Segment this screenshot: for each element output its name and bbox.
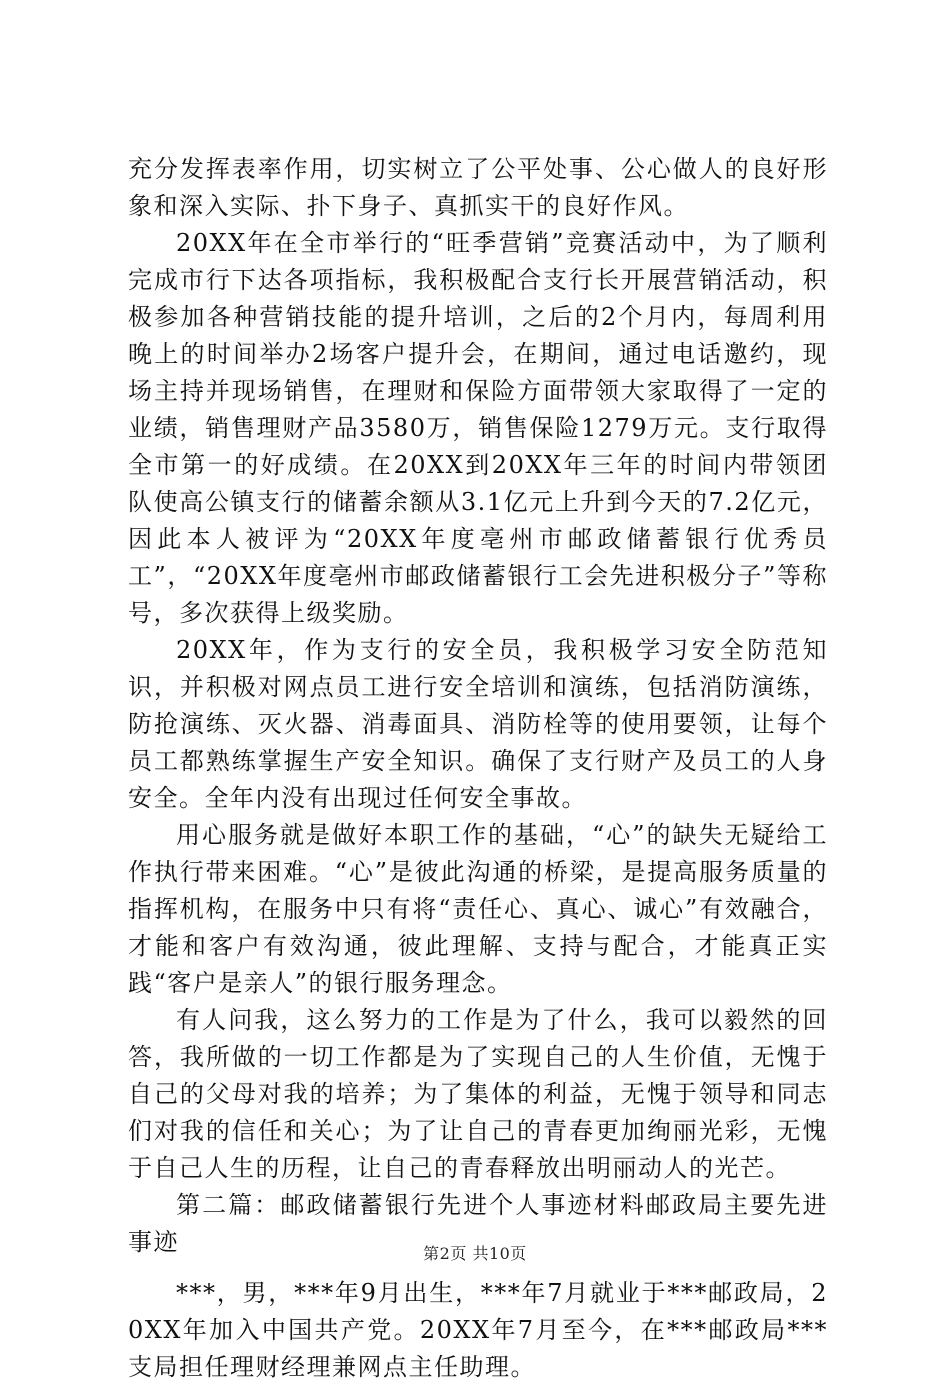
page-footer: 第2页 共10页: [423, 1244, 527, 1263]
paragraph-safety-officer: 20XX年，作为支行的安全员，我积极学习安全防范知识，并积极对网点员工进行安全培训和演练，包括消防演练，防抢演练、灭火器、消毒面具、消防栓等的使用要领，让每个员工都熟练掌握生产安全知识。确保了支行财产及员工的人身安全。全年内没有出现过任何安全事故。: [128, 636, 828, 812]
paragraph-continuation: 充分发挥表率作用，切实树立了公平处事、公心做人的良好形象和深入实际、扑下身子、真抓实干的良好作风。: [128, 155, 828, 220]
paragraph-profile: ***，男，***年9月出生，***年7月就业于***邮政局，20XX年加入中国共产党。20XX年7月至今，在***邮政局***支局担任理财经理兼网点主任助理。: [128, 1279, 828, 1381]
section-heading-part-two: 第二篇：邮政储蓄银行先进个人事迹材料邮政局主要先进事迹: [128, 1191, 828, 1256]
document-body: [128, 151, 828, 1386]
paragraph-marketing-campaign: 20XX年在全市举行的“旺季营销”竞赛活动中，为了顺利完成市行下达各项指标，我积极配合支行长开展营销活动，积极参加各种营销技能的提升培训，之后的2个月内，每周利用晚上的时间举办2场客户提升会，在期间，通过电话邀约，现场主持并现场销售，在理财和保险方面带领大家取得了一定的业绩，销售理财产品3580万，销售保险1279万元。支行取得全市第一的好成绩。在20XX到20XX年三年的时间内带领团队使高公镇支行的储蓄余额从3.1亿元上升到今天的7.2亿元，因此本人被评为“20XX年度亳州市邮政储蓄银行优秀员工”，“20XX年度亳州市邮政储蓄银行工会先进积极分子”等称号，多次获得上级奖励。: [128, 229, 828, 627]
paragraph-personal-values: 有人问我，这么努力的工作是为了什么，我可以毅然的回答，我所做的一切工作都是为了实现自己的人生价值，无愧于自己的父母对我的培养；为了集体的利益，无愧于领导和同志们对我的信任和关心；为了让自己的青春更加绚丽光彩，无愧于自己人生的历程，让自己的青春释放出明丽动人的光芒。: [128, 1006, 828, 1182]
paragraph-attentive-service: 用心服务就是做好本职工作的基础，“心”的缺失无疑给工作执行带来困难。“心”是彼此沟通的桥梁，是提高服务质量的指挥机构，在服务中只有将“责任心、真心、诚心”有效融合，才能和客户有效沟通，彼此理解、支持与配合，才能真正实践“客户是亲人”的银行服务理念。: [128, 821, 828, 997]
